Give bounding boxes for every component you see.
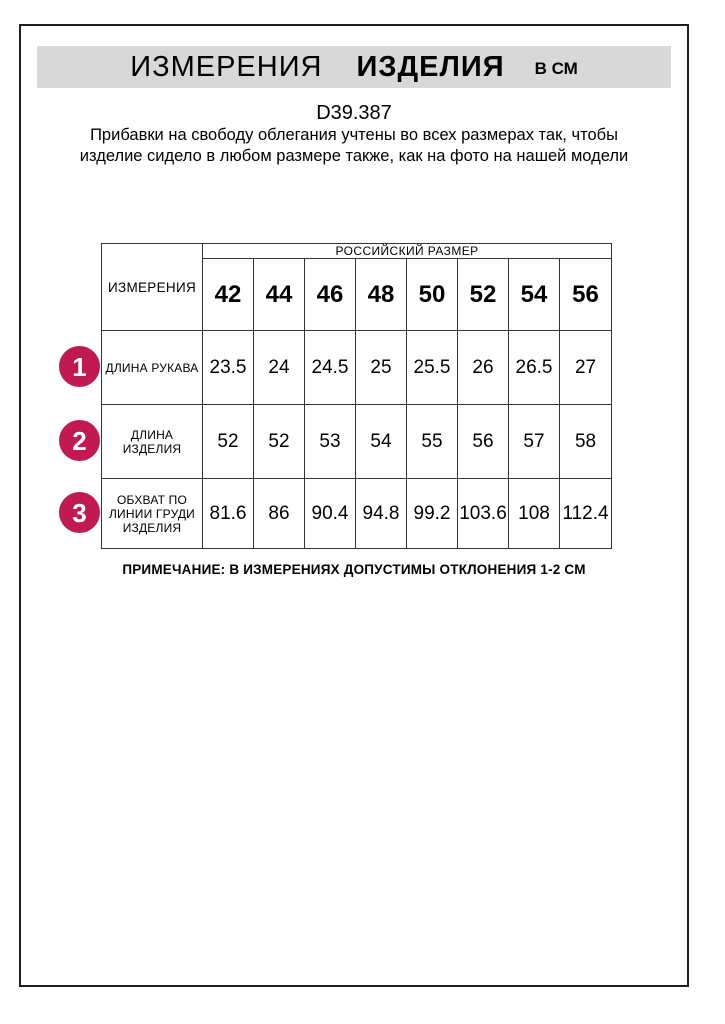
cell-value: 53 (305, 405, 356, 479)
row-label: ОБХВАТ ПО ЛИНИИ ГРУДИ ИЗДЕЛИЯ (102, 479, 203, 549)
measurements-column-header: ИЗМЕРЕНИЯ (102, 244, 203, 331)
cell-value: 81.6 (203, 479, 254, 549)
tolerance-note: ПРИМЕЧАНИЕ: В ИЗМЕРЕНИЯХ ДОПУСТИМЫ ОТКЛОНЕНИЯ 1-2 СМ (122, 562, 586, 577)
row-marker-1: 1 (59, 346, 100, 387)
cell-value: 99.2 (407, 479, 458, 549)
table-row (102, 479, 612, 549)
row-marker-2: 2 (59, 420, 100, 461)
size-table (101, 243, 612, 549)
page-title-measurements: ИЗМЕРЕНИЯ (130, 50, 323, 83)
cell-value: 56 (458, 405, 509, 479)
model-code: D39.387 (316, 102, 392, 124)
size-column-header: 50 (407, 259, 458, 331)
cell-value: 57 (509, 405, 560, 479)
row-label: ДЛИНА РУКАВА (102, 331, 203, 405)
cell-value: 26 (458, 331, 509, 405)
cell-value: 103.6 (458, 479, 509, 549)
row-label: ДЛИНА ИЗДЕЛИЯ (102, 405, 203, 479)
table-row (102, 405, 612, 479)
page-title-item: ИЗДЕЛИЯ (356, 50, 505, 83)
cell-value: 25.5 (407, 331, 458, 405)
size-column-header: 54 (509, 259, 560, 331)
cell-value: 54 (356, 405, 407, 479)
title-bar (37, 46, 671, 88)
cell-value: 52 (203, 405, 254, 479)
cell-value: 86 (254, 479, 305, 549)
size-column-header: 46 (305, 259, 356, 331)
size-column-header: 42 (203, 259, 254, 331)
size-group-header: РОССИЙСКИЙ РАЗМЕР (203, 244, 612, 259)
size-column-header: 52 (458, 259, 509, 331)
cell-value: 58 (560, 405, 612, 479)
cell-value: 25 (356, 331, 407, 405)
cell-value: 23.5 (203, 331, 254, 405)
cell-value: 90.4 (305, 479, 356, 549)
table-row (102, 331, 612, 405)
cell-value: 24 (254, 331, 305, 405)
cell-value: 55 (407, 405, 458, 479)
cell-value: 27 (560, 331, 612, 405)
cell-value: 108 (509, 479, 560, 549)
row-marker-3: 3 (59, 492, 100, 533)
page-frame (19, 24, 689, 987)
fit-description: Прибавки на свободу облегания учтены во всех размерах так, чтобы изделие сидело в любом размере также, как на фото на нашей модели (79, 126, 629, 165)
cell-value: 112.4 (560, 479, 612, 549)
cell-value: 94.8 (356, 479, 407, 549)
cell-value: 52 (254, 405, 305, 479)
size-column-header: 56 (560, 259, 612, 331)
cell-value: 24.5 (305, 331, 356, 405)
size-column-header: 44 (254, 259, 305, 331)
page-title-units: В СМ (534, 58, 578, 78)
cell-value: 26.5 (509, 331, 560, 405)
size-column-header: 48 (356, 259, 407, 331)
